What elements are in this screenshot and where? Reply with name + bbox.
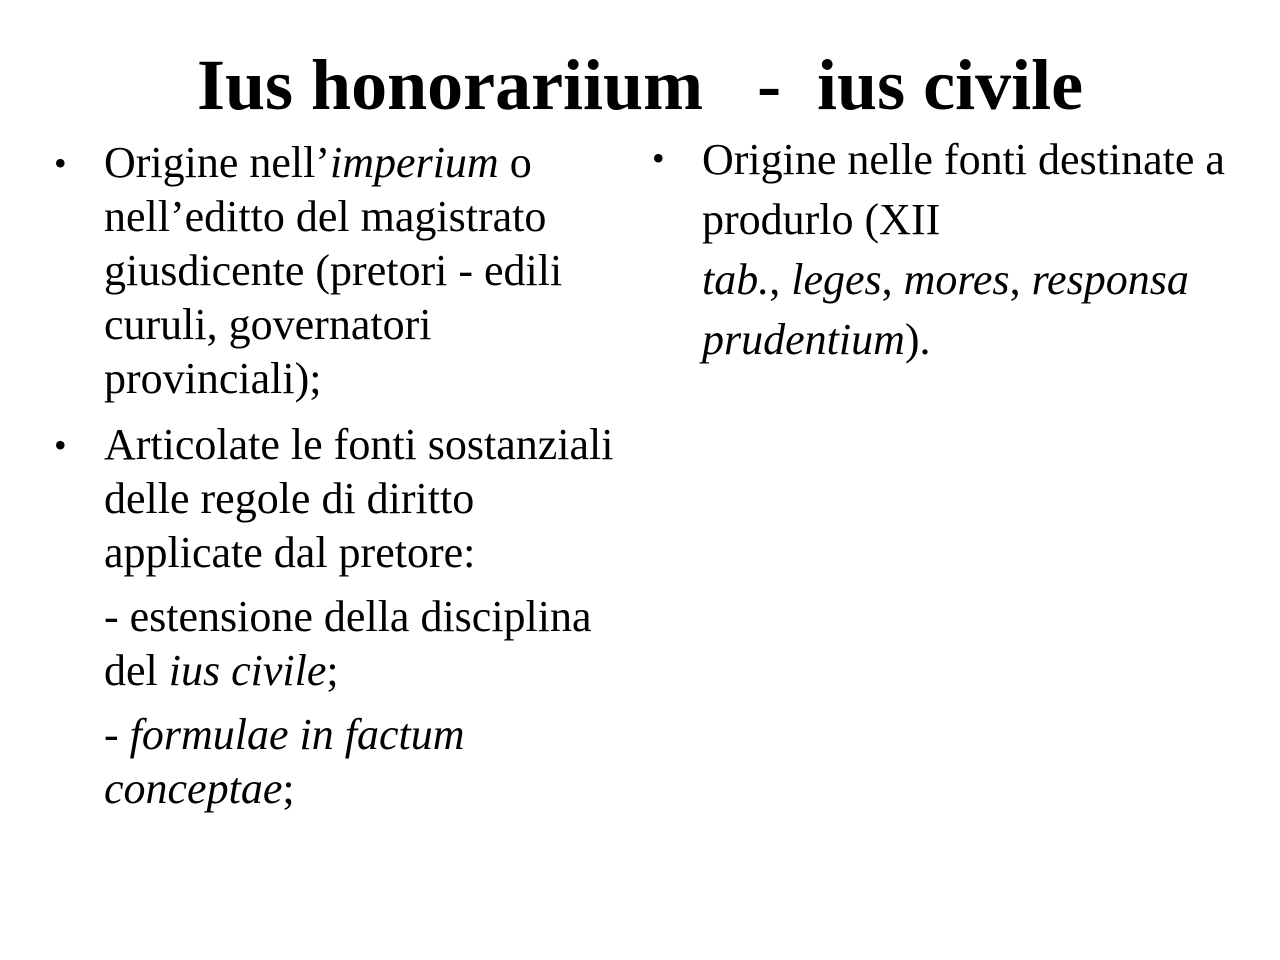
left-sub-1-text-c: ; (326, 646, 339, 695)
bullet-marker: • (54, 425, 67, 465)
left-bullet-1 (50, 136, 620, 406)
right-bullet-1-responsa: responsa prudentium (702, 255, 1189, 364)
left-sub-1-italic: ius civile (168, 646, 327, 695)
right-bullet-1-text-a: Origine nelle fonti destinate a produrlo (XII (702, 135, 1225, 244)
left-sub-1-text-a: - estensione della disciplina del (104, 592, 592, 695)
right-bullet-1-mores: mores (903, 255, 1010, 304)
right-bullet-1-end: ). (904, 315, 931, 364)
left-sub-2-italic: formulae in factum conceptae (104, 710, 465, 813)
bullet-marker: • (652, 138, 665, 178)
slide-title: Ius honorariium - ius civile (196, 45, 1084, 125)
right-bullet-1-sep3: , (1009, 255, 1032, 304)
left-bullet-2 (50, 418, 620, 580)
bullet-marker: • (54, 143, 67, 183)
left-column (50, 136, 620, 816)
right-bullet-1-leges: leges (791, 255, 882, 304)
left-sub-2-text-a: - (104, 710, 130, 759)
left-sub-2-text-c: ; (282, 764, 295, 813)
left-bullet-2-text: Articolate le fonti sostanziali delle regole di diritto applicate dal pretore: (104, 420, 614, 577)
right-bullet-1-sep2: , (881, 255, 904, 304)
right-bullet-1 (648, 130, 1278, 370)
left-sub-item-2 (50, 708, 620, 816)
right-bullet-1-tab: tab. (702, 255, 770, 304)
left-bullet-1-text-c: o nell’editto del magistrato giusdicente (pretori - edili curuli, governatori provinciali); (104, 138, 563, 403)
left-bullet-1-text-a: Origine nell’ (104, 138, 331, 187)
right-bullet-1-sep1: , (769, 255, 792, 304)
left-bullet-1-italic: imperium (330, 138, 499, 187)
right-column (648, 130, 1278, 370)
left-sub-item-1 (50, 590, 620, 698)
